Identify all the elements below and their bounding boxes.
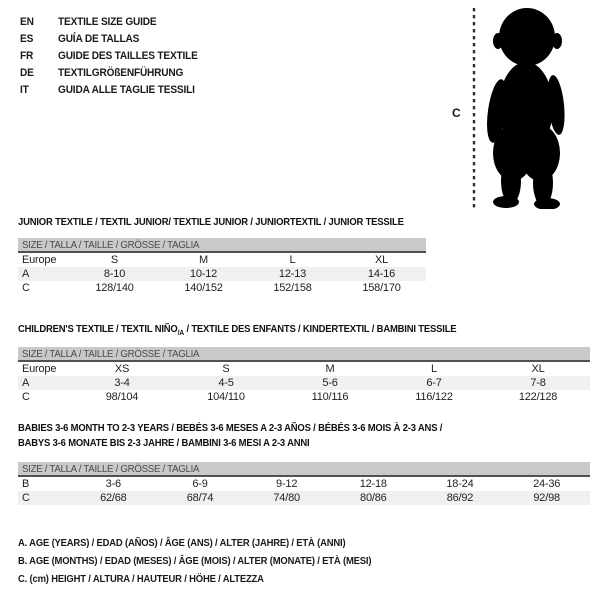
language-code: EN	[20, 15, 34, 28]
row-label: A	[22, 268, 30, 280]
table-cell: M	[199, 254, 208, 266]
table-cell: 86/92	[446, 492, 474, 504]
row-label: Europe	[22, 363, 57, 375]
size-header-bar	[18, 347, 590, 362]
table-cell: 140/152	[184, 282, 223, 294]
table-cell: 3-6	[105, 478, 121, 490]
table-cell: 4-5	[218, 377, 234, 389]
table-row	[18, 376, 590, 390]
babies-title-line2: BABYS 3-6 MONATE BIS 2-3 JAHRE / BAMBINI 3-6 MESI A 2-3 ANNI	[18, 437, 310, 449]
table-cell: XL	[374, 254, 389, 266]
language-row-fr	[20, 47, 210, 64]
language-row-it	[20, 81, 210, 98]
table-row	[18, 362, 590, 376]
table-cell: 12-18	[359, 478, 387, 490]
size-header-bar	[18, 238, 426, 253]
children-table	[18, 362, 590, 404]
row-label: Europe	[22, 254, 57, 266]
row-label: C	[22, 492, 30, 504]
language-title-list	[20, 13, 210, 98]
legend-line-a: A. AGE (YEARS) / EDAD (AÑOS) / ÂGE (ANS) / ALTER (JAHRE) / ETÀ (ANNI)	[18, 537, 346, 549]
table-cell: 6-7	[426, 377, 442, 389]
row-label: B	[22, 478, 30, 490]
table-cell: 7-8	[530, 377, 546, 389]
junior-size-table	[18, 238, 426, 295]
table-cell: 6-9	[192, 478, 208, 490]
table-cell: 14-16	[367, 268, 396, 280]
language-title: GUIDA ALLE TAGLIE TESSILI	[58, 83, 195, 96]
table-cell: 8-10	[103, 268, 126, 280]
children-size-table	[18, 347, 590, 404]
table-cell: 80/86	[360, 492, 387, 504]
table-cell: 104/110	[207, 391, 245, 403]
row-label: C	[22, 282, 30, 294]
table-cell: 116/122	[415, 391, 453, 403]
table-cell: 3-4	[114, 377, 130, 389]
table-row	[18, 390, 590, 404]
table-cell: L	[289, 254, 296, 266]
language-code: ES	[20, 32, 34, 45]
measurement-legend	[18, 534, 411, 588]
table-cell: 68/74	[186, 492, 214, 504]
table-cell: 62/68	[100, 492, 127, 504]
junior-table-title: JUNIOR TEXTILE / TEXTIL JUNIOR/ TEXTILE JUNIOR / JUNIORTEXTIL / JUNIOR TESSILE	[18, 216, 404, 228]
language-row-es	[20, 30, 210, 47]
language-row-de	[20, 64, 210, 81]
legend-line-b: B. AGE (MONTHS) / EDAD (MESES) / ÂGE (MOIS) / ALTER (MONATE) / ETÀ (MESI)	[18, 555, 372, 567]
babies-table	[18, 477, 590, 505]
table-cell: 74/80	[273, 492, 300, 504]
table-row	[18, 267, 426, 281]
language-title: TEXTILE SIZE GUIDE	[58, 15, 157, 28]
table-cell: 12-13	[278, 268, 307, 280]
table-cell: 110/116	[311, 391, 349, 403]
table-cell: L	[431, 363, 437, 375]
children-title-post: / TEXTILE DES ENFANTS / KINDERTEXTIL / BAMBINI TESSILE	[184, 323, 457, 335]
height-dimension-line	[472, 8, 476, 214]
table-cell: 158/170	[362, 282, 401, 294]
table-cell: 5-6	[322, 377, 338, 389]
babies-size-table	[18, 462, 590, 505]
size-header-label: SIZE / TALLA / TAILLE / GRÖSSE / TAGLIA	[22, 347, 200, 360]
table-cell: 10-12	[189, 268, 218, 280]
table-row	[18, 491, 590, 505]
table-cell: 9-12	[276, 478, 298, 490]
language-code: DE	[20, 66, 34, 79]
table-cell: XL	[531, 363, 545, 375]
children-table-title	[18, 322, 456, 340]
language-title: GUÍA DE TALLAS	[58, 32, 140, 45]
table-row	[18, 253, 426, 267]
size-header-label: SIZE / TALLA / TAILLE / GRÖSSE / TAGLIA	[22, 238, 200, 251]
table-cell: 128/140	[95, 282, 134, 294]
table-row	[18, 281, 426, 295]
language-title: TEXTILGRÖßENFÜHRUNG	[58, 66, 184, 79]
table-cell: XS	[114, 363, 130, 375]
table-cell: S	[110, 254, 119, 266]
row-label: A	[22, 377, 30, 389]
language-title: GUIDE DES TAILLES TEXTILE	[58, 49, 198, 62]
children-title-sub: /A	[177, 328, 185, 338]
table-cell: 24-36	[533, 478, 561, 490]
height-dimension-label: C	[452, 106, 461, 120]
table-cell: 98/104	[105, 391, 139, 403]
table-cell: 152/158	[273, 282, 312, 294]
table-row	[18, 477, 590, 491]
legend-line-c: C. (cm) HEIGHT / ALTURA / HAUTEUR / HÖHE / ALTEZZA	[18, 573, 264, 585]
children-title-pre: CHILDREN'S TEXTILE / TEXTIL NIÑO	[18, 323, 178, 335]
table-cell: M	[325, 363, 335, 375]
table-cell: S	[222, 363, 230, 375]
row-label: C	[22, 391, 30, 403]
babies-table-title	[18, 421, 442, 451]
baby-silhouette-icon	[481, 5, 571, 214]
language-row-en	[20, 13, 210, 30]
table-cell: 92/98	[533, 492, 560, 504]
size-header-bar	[18, 462, 590, 477]
table-cell: 122/128	[518, 391, 558, 403]
size-header-label: SIZE / TALLA / TAILLE / GRÖSSE / TAGLIA	[22, 462, 200, 475]
junior-table	[18, 253, 426, 295]
babies-title-line1: BABIES 3-6 MONTH TO 2-3 YEARS / BEBÉS 3-6 MESES A 2-3 AÑOS / BÉBÉS 3-6 MOIS À 2-3 ANS /	[18, 422, 443, 434]
language-code: IT	[20, 83, 29, 96]
language-code: FR	[20, 49, 34, 62]
table-cell: 18-24	[446, 478, 474, 490]
